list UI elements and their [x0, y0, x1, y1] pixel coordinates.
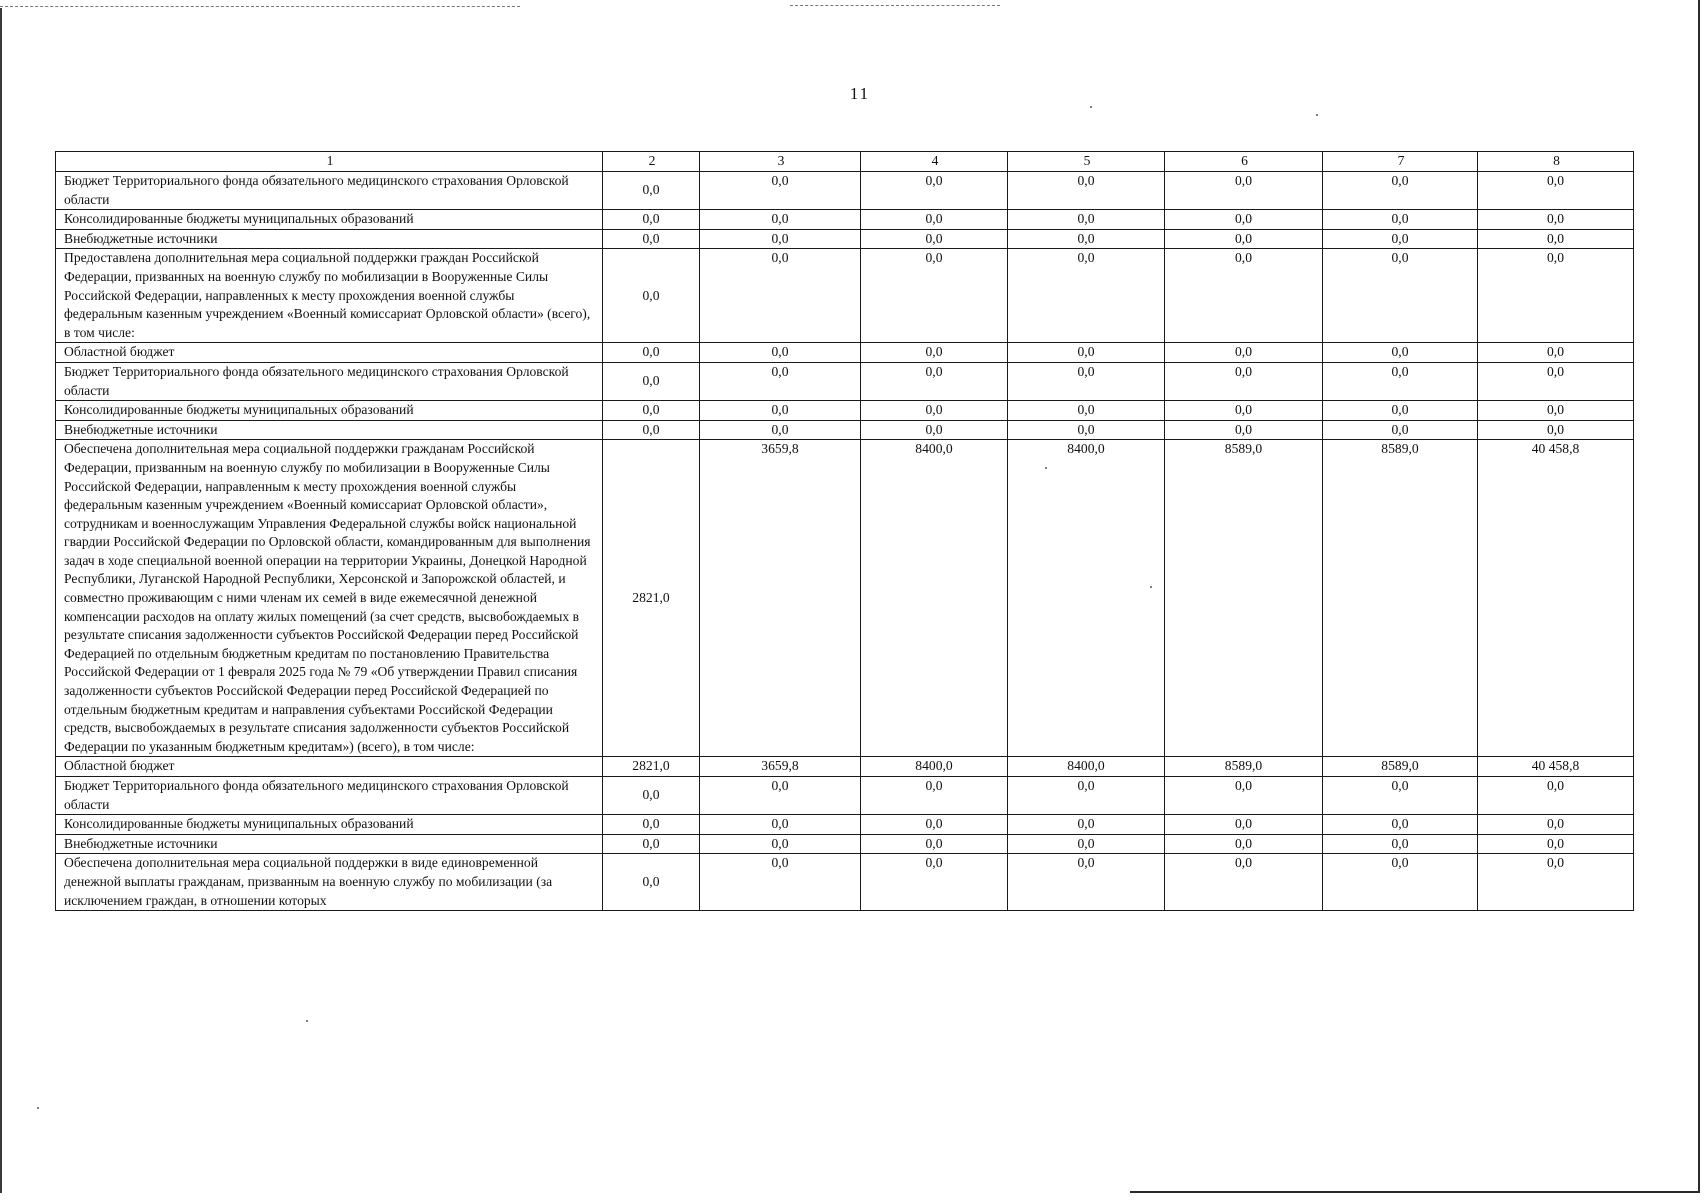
value-cell: 0,0: [1323, 815, 1478, 835]
value-cell: 0,0: [1165, 834, 1323, 854]
scan-edge-top: [790, 5, 1000, 7]
value-cell: 0,0: [700, 854, 861, 911]
scan-speck: [1316, 114, 1318, 116]
value-cell: 0,0: [1165, 854, 1323, 911]
value-cell: 0,0: [861, 229, 1008, 249]
value-cell: 0,0: [603, 854, 700, 911]
value-cell: 0,0: [700, 362, 861, 400]
table-header-row: [56, 152, 1634, 172]
table-row: [56, 343, 1634, 363]
value-cell: 0,0: [1478, 834, 1634, 854]
row-label: Внебюджетные источники: [56, 834, 603, 854]
value-cell: 0,0: [1008, 343, 1165, 363]
value-cell: 3659,8: [700, 440, 861, 757]
value-cell: 0,0: [603, 362, 700, 400]
table-row: [56, 210, 1634, 230]
value-cell: 8589,0: [1323, 440, 1478, 757]
value-cell: 0,0: [1478, 210, 1634, 230]
value-cell: 0,0: [1165, 343, 1323, 363]
value-cell: 0,0: [1478, 420, 1634, 440]
value-cell: 0,0: [1165, 420, 1323, 440]
value-cell: 0,0: [1165, 362, 1323, 400]
column-header: 5: [1008, 152, 1165, 172]
value-cell: 0,0: [700, 420, 861, 440]
table-row: [56, 172, 1634, 210]
value-cell: 0,0: [1008, 815, 1165, 835]
row-label: Обеспечена дополнительная мера социальной поддержки в виде единовременной денежной выплаты гражданам, призванным на военную службу по мобилизации (за исключением граждан, в отношении которых: [56, 854, 603, 911]
value-cell: 0,0: [603, 420, 700, 440]
column-header: 8: [1478, 152, 1634, 172]
value-cell: 0,0: [1323, 362, 1478, 400]
row-label: Областной бюджет: [56, 757, 603, 777]
value-cell: 0,0: [700, 343, 861, 363]
value-cell: 3659,8: [700, 757, 861, 777]
table-row: [56, 420, 1634, 440]
value-cell: 0,0: [1323, 229, 1478, 249]
value-cell: 0,0: [1008, 362, 1165, 400]
value-cell: 0,0: [700, 401, 861, 421]
column-header: 6: [1165, 152, 1323, 172]
row-label: Бюджет Территориального фонда обязательного медицинского страхования Орловской области: [56, 362, 603, 400]
value-cell: 0,0: [1478, 249, 1634, 343]
value-cell: 0,0: [1478, 343, 1634, 363]
value-cell: 0,0: [700, 210, 861, 230]
value-cell: 0,0: [1165, 210, 1323, 230]
value-cell: 0,0: [700, 229, 861, 249]
value-cell: 0,0: [1478, 362, 1634, 400]
value-cell: 0,0: [1478, 401, 1634, 421]
value-cell: 2821,0: [603, 757, 700, 777]
value-cell: 0,0: [1323, 249, 1478, 343]
table-row: [56, 757, 1634, 777]
value-cell: 0,0: [1165, 777, 1323, 815]
value-cell: 0,0: [700, 249, 861, 343]
row-label: Внебюджетные источники: [56, 420, 603, 440]
table-row: [56, 401, 1634, 421]
value-cell: 0,0: [603, 210, 700, 230]
value-cell: 0,0: [603, 249, 700, 343]
value-cell: 0,0: [861, 249, 1008, 343]
value-cell: 0,0: [1008, 420, 1165, 440]
value-cell: 0,0: [1323, 854, 1478, 911]
value-cell: 0,0: [1165, 401, 1323, 421]
table-row: [56, 229, 1634, 249]
table-row: [56, 854, 1634, 911]
row-label: Консолидированные бюджеты муниципальных образований: [56, 210, 603, 230]
column-header: 2: [603, 152, 700, 172]
value-cell: 0,0: [700, 834, 861, 854]
value-cell: 8589,0: [1165, 757, 1323, 777]
row-label: Внебюджетные источники: [56, 229, 603, 249]
row-label: Бюджет Территориального фонда обязательного медицинского страхования Орловской области: [56, 172, 603, 210]
scan-edge-right: [1698, 0, 1700, 1193]
value-cell: 0,0: [603, 815, 700, 835]
value-cell: 0,0: [1323, 834, 1478, 854]
value-cell: 0,0: [603, 343, 700, 363]
scan-speck: [306, 1020, 308, 1022]
value-cell: 0,0: [700, 777, 861, 815]
value-cell: 0,0: [1165, 172, 1323, 210]
row-label: Консолидированные бюджеты муниципальных образований: [56, 401, 603, 421]
value-cell: 0,0: [603, 834, 700, 854]
value-cell: 0,0: [1323, 172, 1478, 210]
page-number: 11: [849, 84, 871, 103]
budget-table: [55, 151, 1634, 911]
value-cell: 0,0: [603, 777, 700, 815]
value-cell: 0,0: [603, 172, 700, 210]
column-header: 3: [700, 152, 861, 172]
table-row: [56, 777, 1634, 815]
value-cell: 0,0: [861, 777, 1008, 815]
value-cell: 0,0: [1008, 249, 1165, 343]
scan-edge-bottom: [1130, 1191, 1700, 1193]
value-cell: 0,0: [1165, 249, 1323, 343]
table-row: [56, 249, 1634, 343]
value-cell: 8589,0: [1165, 440, 1323, 757]
value-cell: 2821,0: [603, 440, 700, 757]
value-cell: 8400,0: [861, 440, 1008, 757]
table-row: [56, 362, 1634, 400]
value-cell: 0,0: [1008, 172, 1165, 210]
value-cell: 0,0: [1165, 229, 1323, 249]
value-cell: 0,0: [700, 815, 861, 835]
row-label: Областной бюджет: [56, 343, 603, 363]
value-cell: 8400,0: [1008, 440, 1165, 757]
value-cell: 0,0: [1008, 777, 1165, 815]
row-label: Обеспечена дополнительная мера социальной поддержки гражданам Российской Федерации, призванным на военную службу по мобилизации в Вооруженные Силы Российской Федерации, направленным к месту прохождения военной службы федеральным казенным учреждением «Военный комиссариат Орловской области», сотрудникам и военнослужащим Управления Федеральной службы войск национальной гвардии Российской Федерации по Орловской области, командированным для выполнения задач в ходе специальной военной операции на территории Украины, Донецкой Народной Республики, Луганской Народной Республики, Херсонской и Запорожской областей, и совместно проживающим с ними членам их семей в виде ежемесячной денежной компенсации расходов на оплату жилых помещений (за счет средств, высвобождаемых в результате списания задолженности субъектов Российской Федерации перед Российской Федерацией по отдельным бюджетным кредитам по постановлению Правительства Российской Федерации от 1 февраля 2025 года № 79 «Об утверждении Правил списания задолженности субъектов Российской Федерации перед Российской Федерацией по отдельным бюджетным кредитам и направления субъектами Российской Федерации средств, высвобождаемых в результате списания задолженности субъектов Российской Федерации по указанным бюджетным кредитам») (всего), в том числе:: [56, 440, 603, 757]
table-body: [56, 152, 1634, 911]
value-cell: 0,0: [1478, 229, 1634, 249]
value-cell: 8400,0: [1008, 757, 1165, 777]
value-cell: 0,0: [603, 401, 700, 421]
column-header: 7: [1323, 152, 1478, 172]
value-cell: 0,0: [1478, 777, 1634, 815]
scan-edge-left: [0, 8, 2, 1193]
value-cell: 0,0: [1323, 777, 1478, 815]
value-cell: 0,0: [861, 210, 1008, 230]
value-cell: 0,0: [1323, 420, 1478, 440]
row-label: Консолидированные бюджеты муниципальных образований: [56, 815, 603, 835]
scan-edge-top: [0, 6, 520, 8]
value-cell: 0,0: [861, 854, 1008, 911]
scan-speck: [1090, 106, 1092, 108]
column-header: 4: [861, 152, 1008, 172]
value-cell: 0,0: [1165, 815, 1323, 835]
row-label: Предоставлена дополнительная мера социальной поддержки граждан Российской Федерации, призванных на военную службу по мобилизации в Вооруженные Силы Российской Федерации, направленных к месту прохождения военной службы федеральным казенным учреждением «Военный комиссариат Орловской области» (всего), в том числе:: [56, 249, 603, 343]
value-cell: 0,0: [1008, 834, 1165, 854]
table-row: [56, 834, 1634, 854]
value-cell: 0,0: [1008, 229, 1165, 249]
value-cell: 0,0: [1008, 210, 1165, 230]
value-cell: 0,0: [1323, 401, 1478, 421]
table-row: [56, 440, 1634, 757]
value-cell: 0,0: [1008, 401, 1165, 421]
value-cell: 0,0: [861, 362, 1008, 400]
value-cell: 40 458,8: [1478, 440, 1634, 757]
value-cell: 0,0: [603, 229, 700, 249]
value-cell: 0,0: [861, 343, 1008, 363]
value-cell: 0,0: [1478, 172, 1634, 210]
value-cell: 0,0: [861, 834, 1008, 854]
value-cell: 0,0: [861, 401, 1008, 421]
value-cell: 0,0: [861, 172, 1008, 210]
column-header: 1: [56, 152, 603, 172]
value-cell: 0,0: [861, 420, 1008, 440]
scan-speck: [37, 1107, 39, 1109]
value-cell: 0,0: [1478, 854, 1634, 911]
value-cell: 0,0: [1323, 343, 1478, 363]
value-cell: 0,0: [1323, 210, 1478, 230]
value-cell: 8589,0: [1323, 757, 1478, 777]
value-cell: 0,0: [700, 172, 861, 210]
value-cell: 0,0: [861, 815, 1008, 835]
value-cell: 0,0: [1008, 854, 1165, 911]
row-label: Бюджет Территориального фонда обязательного медицинского страхования Орловской области: [56, 777, 603, 815]
table-row: [56, 815, 1634, 835]
value-cell: 40 458,8: [1478, 757, 1634, 777]
value-cell: 0,0: [1478, 815, 1634, 835]
value-cell: 8400,0: [861, 757, 1008, 777]
